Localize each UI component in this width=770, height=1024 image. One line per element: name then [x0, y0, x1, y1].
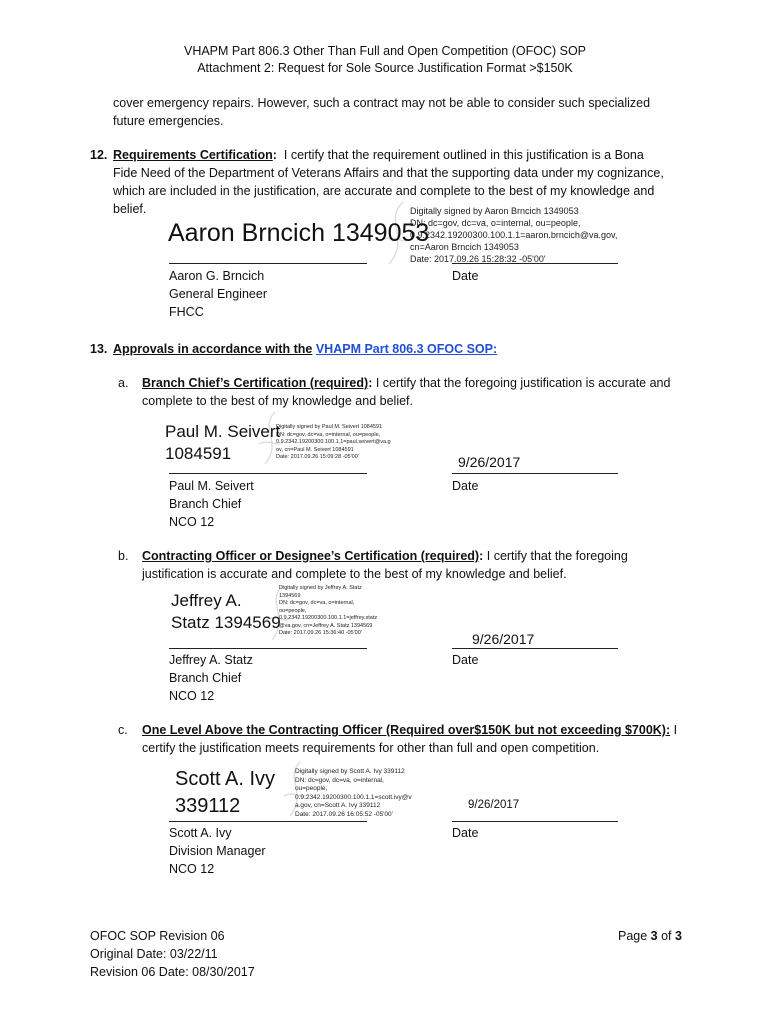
- signature-jeffrey: [171, 590, 281, 634]
- section-13-heading-line: [113, 340, 497, 358]
- digital-line: Digitally signed by Paul M. Seivert 1084591: [276, 424, 383, 430]
- section-12-text-1: I certify that the requirement outlined in this justification is a Bona: [283, 148, 644, 162]
- digital-signature-block-12: [410, 205, 617, 265]
- digital-line: Date: 2017.09.26 15:28:32 -05'00': [410, 254, 546, 264]
- page-number: [618, 927, 682, 945]
- sub-b-colon: :: [479, 549, 484, 563]
- digital-line: ov, cn=Paul M. Seivert 1084591: [276, 446, 354, 453]
- date-value-a: 9/26/2017: [458, 454, 521, 470]
- section-13-heading: Approvals in accordance with the: [113, 342, 313, 356]
- signer-name-a: Paul M. Seivert: [169, 479, 254, 493]
- digital-line: @va.gov, cn=Jeffrey A. Statz 1394569: [279, 622, 373, 629]
- header-line-1: VHAPM Part 806.3 Other Than Full and Open Competition (OFOC) SOP: [183, 44, 587, 58]
- sub-a-colon: :: [368, 376, 373, 390]
- digital-line: cn=Aaron Brncich 1349053: [410, 242, 519, 252]
- digital-line: 0.9.2342.19200300.100.1.1=paul.seivert@va.g: [276, 439, 391, 445]
- sub-a-first-line: [142, 374, 670, 392]
- date-line-b: [452, 648, 618, 649]
- section-13-number: 13.: [90, 342, 108, 356]
- digital-line: Date: 2017.09.26 16:05:52 -05'00': [295, 810, 393, 818]
- digital-signature-block-c: [295, 768, 412, 820]
- section-12-colon: :: [272, 148, 277, 162]
- digital-line: ou=people,: [279, 607, 307, 614]
- sub-a-text-2: complete to the best of my knowledge and belief.: [142, 394, 413, 408]
- signer-title-a: Branch Chief: [169, 497, 242, 511]
- sub-a-heading: Branch Chief’s Certification (required): [142, 376, 369, 390]
- sub-b-first-line: [142, 547, 628, 565]
- sub-c-text-2: certify the justification meets requirements for other than full and open competition.: [142, 741, 600, 755]
- date-value-c: 9/26/2017: [468, 799, 520, 811]
- footer-original-date: Original Date: 03/22/11: [90, 947, 218, 961]
- signature-paul: [165, 421, 280, 465]
- digital-line: DN: dc=gov, dc=va, o=internal, ou=people,: [410, 218, 581, 228]
- date-label-b: Date: [452, 653, 479, 667]
- signature-scott-line: Scott A. Ivy: [175, 768, 276, 790]
- signer-title-c: Division Manager: [169, 844, 266, 858]
- signature-line-c: [169, 821, 367, 822]
- signature-line-a: [169, 473, 367, 474]
- sub-a-letter: a.: [118, 376, 129, 390]
- digital-line: Digitally signed by Scott A. Ivy 339112: [295, 768, 405, 775]
- intro-line-2: future emergencies.: [113, 114, 224, 128]
- signature-line-12: [169, 263, 367, 264]
- date-line-c: [452, 821, 618, 822]
- digital-line: a.gov, cn=Scott A. Ivy 339112: [295, 802, 381, 810]
- signature-paul-line: 1084591: [165, 444, 232, 463]
- sub-c-letter: c.: [118, 723, 128, 737]
- page-total: 3: [675, 929, 682, 943]
- section-12-number: 12.: [90, 148, 108, 162]
- page-prefix: Page: [618, 929, 651, 943]
- signature-scott: [175, 766, 275, 820]
- digital-line: Date: 2017.09.26 15:36:40 -05'00': [279, 630, 362, 636]
- section-12-first-line: [113, 146, 644, 164]
- sub-b-text-1: I certify that the foregoing: [486, 549, 628, 563]
- signer-title-12: General Engineer: [169, 287, 267, 301]
- sub-b-text-2: justification is accurate and complete to the best of my knowledge and belief.: [142, 567, 567, 581]
- digital-line: 0.9.2342.19200300.100.1.1=jeffrey.statz: [279, 615, 378, 621]
- signer-name-c: Scott A. Ivy: [169, 826, 232, 840]
- digital-line: 0.9.2342.19200300.100.1.1=aaron.brncich@va.gov,: [410, 230, 618, 240]
- signer-name-12: Aaron G. Brncich: [169, 269, 265, 283]
- sub-c-text-1: I: [673, 723, 678, 737]
- sub-c-heading: One Level Above the Contracting Officer (Required over$150K but not exceeding $700K):: [142, 723, 671, 737]
- ofoc-sop-link[interactable]: VHAPM Part 806.3 OFOC SOP:: [315, 342, 498, 356]
- signer-org-12: FHCC: [169, 305, 204, 319]
- digital-signature-block-a: [276, 424, 391, 462]
- digital-line: DN: dc=gov, dc=va, o=internal, ou=people,: [276, 431, 381, 438]
- digital-line: DN: dc=gov, dc=va, o=internal,: [295, 776, 384, 784]
- page-of: of: [657, 929, 675, 943]
- signature-scott-line: 339112: [175, 795, 241, 817]
- section-12-heading: Requirements Certification: [113, 148, 273, 162]
- header-line-2: Attachment 2: Request for Sole Source Justification Format >$150K: [197, 61, 573, 75]
- signer-org-a: NCO 12: [169, 515, 215, 529]
- date-label-c: Date: [452, 826, 479, 840]
- sub-b-heading: Contracting Officer or Designee’s Certification (required): [142, 549, 480, 563]
- sub-c-first-line: [142, 721, 677, 739]
- date-line-a: [452, 473, 618, 474]
- date-line-12: [452, 263, 618, 264]
- signer-org-b: NCO 12: [169, 689, 215, 703]
- digital-line: Digitally signed by Aaron Brncich 1349053: [410, 206, 579, 216]
- signature-jeffrey-line: Statz 1394569: [171, 613, 281, 632]
- digital-line: DN: dc=gov, dc=va, o=internal,: [279, 600, 355, 606]
- digital-line: Digitally signed by Jeffrey A. Statz: [279, 585, 362, 591]
- signer-org-c: NCO 12: [169, 862, 215, 876]
- sub-b-letter: b.: [118, 549, 129, 563]
- signature-paul-line: Paul M. Seivert: [165, 422, 281, 441]
- digital-line: Date: 2017.09.26 15:09:28 -05'00': [276, 454, 359, 460]
- footer-revision-date: Revision 06 Date: 08/30/2017: [90, 965, 255, 979]
- date-label-12: Date: [452, 269, 479, 283]
- section-12-text-4: belief.: [113, 202, 147, 216]
- date-label-a: Date: [452, 479, 479, 493]
- signature-aaron: Aaron Brncich 1349053: [168, 219, 430, 247]
- date-value-b: 9/26/2017: [472, 631, 535, 647]
- page-current: 3: [650, 929, 658, 943]
- signature-line-b: [169, 648, 367, 649]
- section-12-text-3: which are included in the justification, are accurate and complete to the best of my knowledge and: [113, 184, 655, 198]
- signer-title-b: Branch Chief: [169, 671, 242, 685]
- digital-line: ou=people,: [295, 785, 328, 793]
- sub-a-text-1: I certify that the foregoing justification is accurate and: [375, 376, 671, 390]
- footer-revision: OFOC SOP Revision 06: [90, 929, 225, 943]
- digital-signature-block-b: [279, 585, 377, 638]
- section-12-text-2: Fide Need of the Department of Veterans Affairs and that the supporting data under my cognizance,: [113, 166, 664, 180]
- digital-line: 0.9.2342.19200300.100.1.1=scott.ivy@v: [295, 793, 412, 801]
- signer-name-b: Jeffrey A. Statz: [169, 653, 253, 667]
- digital-line: 1394569: [279, 592, 301, 599]
- intro-line-1: cover emergency repairs. However, such a contract may not be able to consider such specialized: [113, 96, 651, 110]
- signature-jeffrey-line: Jeffrey A.: [171, 591, 242, 610]
